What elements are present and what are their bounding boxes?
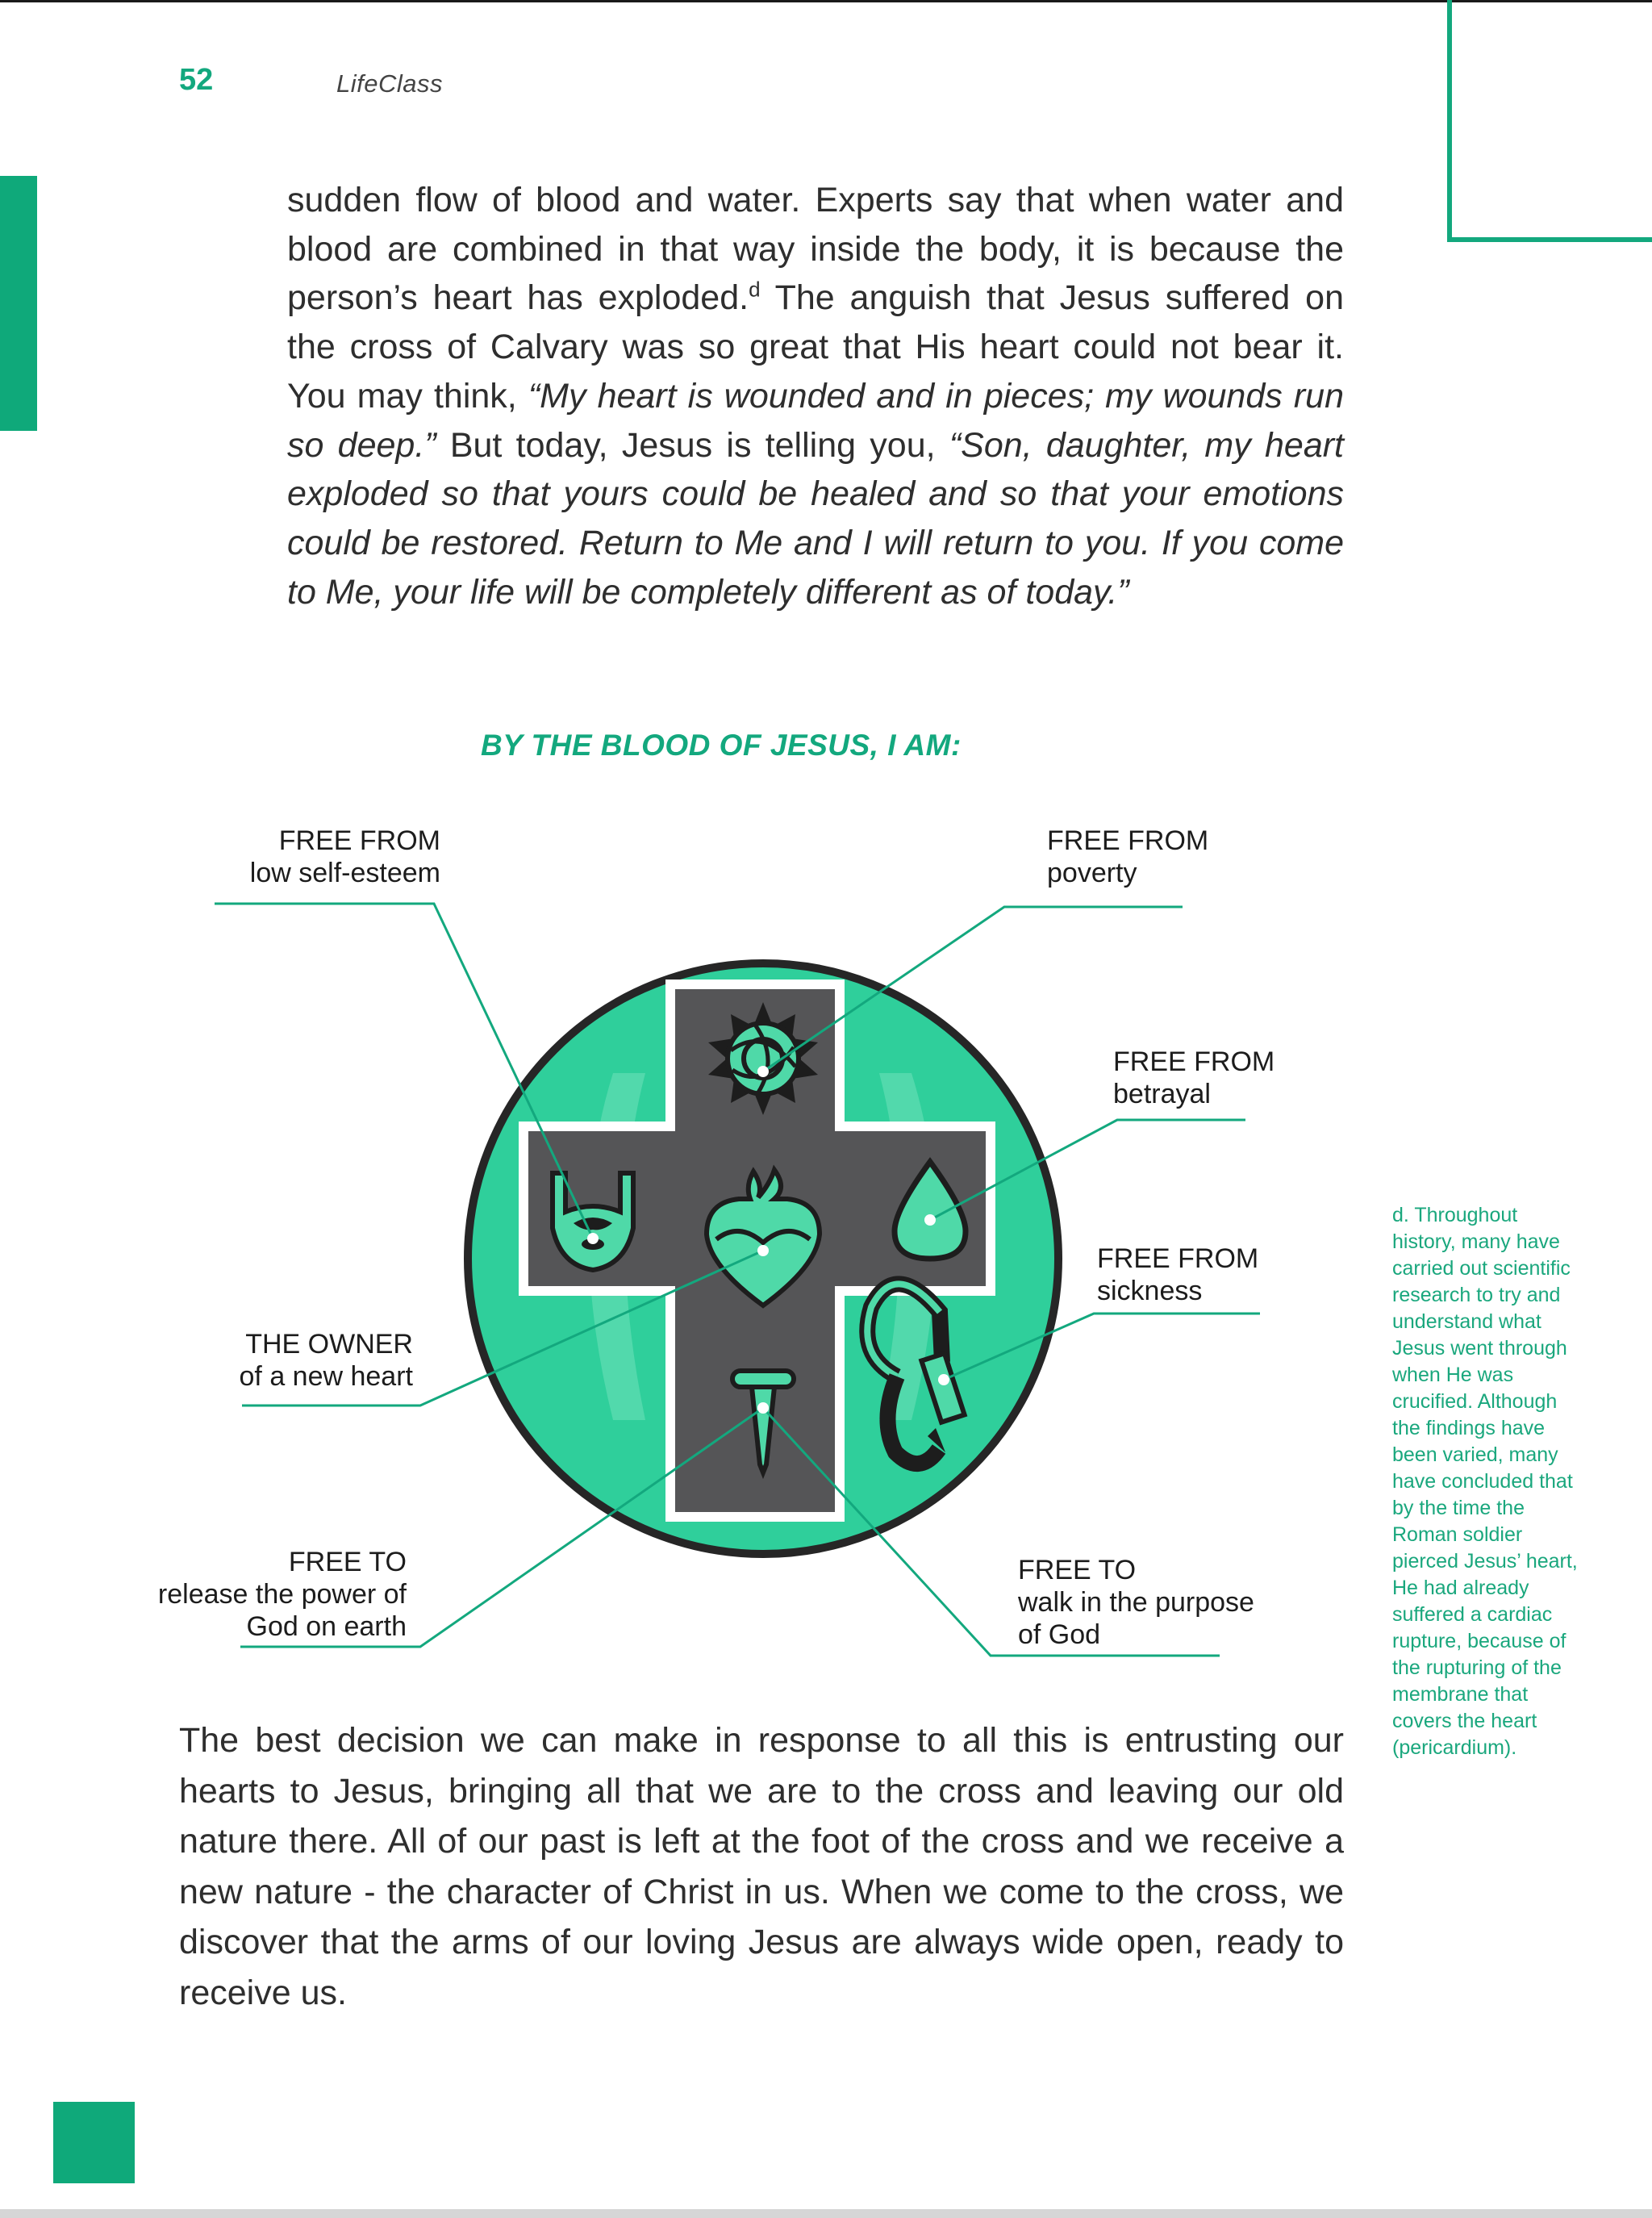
- side-tab: [0, 176, 37, 431]
- label-heading: FREE TO: [288, 1547, 407, 1577]
- page-number: 52: [179, 63, 214, 97]
- body-text: The anguish that Jesus suffered on the cross of Calvary was so great that His heart could not bear it. You may think,: [287, 278, 1344, 416]
- label-text: God on earth: [246, 1611, 407, 1642]
- label-text: betrayal: [1113, 1079, 1211, 1109]
- corner-frame: [1447, 0, 1652, 242]
- cross-illustration: [0, 791, 1371, 1678]
- label-heading: FREE TO: [1018, 1555, 1137, 1585]
- body-text: But today, Jesus is telling you,: [436, 425, 949, 465]
- quote: “My heart is wounded and in pieces; my wounds run so deep.”: [287, 376, 1344, 465]
- label-free-to-release-power: [121, 1546, 407, 1643]
- label-text: release the power of: [157, 1579, 407, 1610]
- footnote: d. Throughout history, many have carried out scientific research to try and understand what Jesus went through when He was crucified. Although the findings have been varied, many have concluded that by the time the Roman soldier pierced Jesus’ heart, He had already suffered a cardiac rupture, because of the rupturing of the membrane that covers the heart (pericardium).: [1392, 1204, 1578, 1759]
- label-text: sickness: [1097, 1276, 1203, 1306]
- label-free-from-betrayal: [1113, 1046, 1274, 1110]
- label-heading: FREE FROM: [278, 825, 440, 856]
- label-free-to-walk-in-purpose: [1018, 1554, 1254, 1651]
- label-text: walk in the purpose: [1018, 1587, 1254, 1618]
- label-owner-of-new-heart: [171, 1328, 413, 1393]
- body-paragraph-bottom: The best decision we can make in response to all this is entrusting our hearts to Jesus, bringing all that we are to the cross and leaving our old nature there. All of our past is left at the foot of the cross and we receive a new nature - the character of Christ in us. When we come to the cross, we discover that the arms of our loving Jesus are always wide open, ready to receive us.: [179, 1721, 1344, 2012]
- label-text: of God: [1018, 1619, 1101, 1650]
- label-text: of a new heart: [239, 1361, 413, 1392]
- diagram-title: BY THE BLOOD OF JESUS, I AM:: [481, 729, 962, 762]
- label-free-from-sickness: [1097, 1243, 1258, 1307]
- cross-diagram: [0, 791, 1371, 1678]
- label-text: poverty: [1047, 858, 1137, 888]
- body-paragraph-top: [287, 176, 1344, 616]
- running-head: LifeClass: [336, 69, 443, 98]
- body-text: sudden flow of blood and water. Experts say that when water and blood are combined in that way inside the body, it is because the person’s heart has exploded.: [287, 181, 1344, 318]
- top-rule: [0, 0, 1652, 2]
- bottom-bar: [0, 2209, 1652, 2218]
- label-text: low self-esteem: [249, 858, 440, 888]
- label-heading: FREE FROM: [1113, 1046, 1275, 1077]
- label-heading: FREE FROM: [1097, 1243, 1259, 1274]
- label-heading: THE OWNER: [245, 1329, 413, 1360]
- label-free-from-poverty: [1047, 825, 1208, 889]
- quote: “Son, daughter, my heart exploded so that yours could be healed and so that your emotions could be restored. Return to Me and I will return to you. If you come to Me, your life will be completely different as of today.”: [287, 425, 1345, 612]
- bottom-square: [53, 2102, 135, 2183]
- footnote-reference[interactable]: d: [749, 278, 761, 303]
- label-heading: FREE FROM: [1047, 825, 1209, 856]
- label-free-from-low-self-esteem: [198, 825, 440, 889]
